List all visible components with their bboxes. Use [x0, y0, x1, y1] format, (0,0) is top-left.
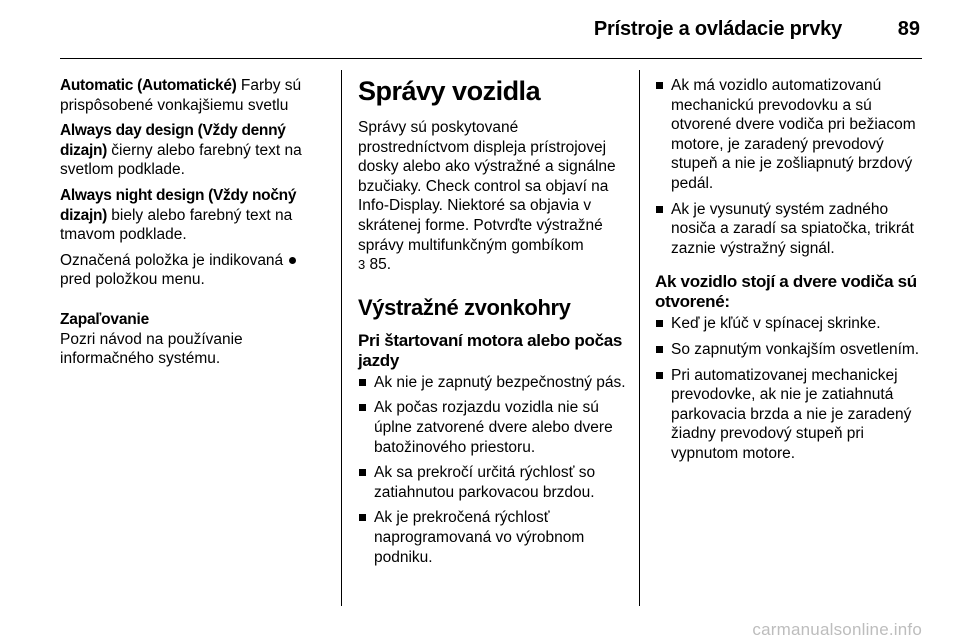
- marked-note-before: Označená položka je indikovaná: [60, 251, 288, 269]
- column-1: [60, 76, 325, 375]
- subheading-starting-or-driving: Pri štartovaní motora alebo počas jazdy: [358, 330, 623, 370]
- list-item: Ak sa prekročí určitá rýchlosť so zatiahnutou parkovacou brzdou.: [358, 463, 626, 502]
- header-divider: [60, 58, 922, 59]
- list-item: Pri automatizovanej mechanickej prevodovke, ak nie je zatiahnutá parkovacia brzda a nie je zaradený žiadny prevodový stupeň pri vypnutom motore.: [655, 366, 925, 464]
- list-item: Ak má vozidlo automatizovanú mechanickú prevodovku a sú otvorené dvere vodiča pri bežiacom motore, je zaradený prevodový stupeň a nie je zošliapnutý brzdový pedál.: [655, 76, 925, 194]
- ignition-heading: Zapaľovanie: [60, 310, 150, 328]
- desc-automatic: Farby sú prispôsobené vonkajšiemu svetlu: [60, 77, 302, 114]
- watermark: carmanualsonline.info: [752, 620, 922, 639]
- setting-night-design: [60, 186, 325, 245]
- column-divider-1: [341, 70, 342, 606]
- page-number: 89: [897, 18, 920, 40]
- marked-item-note: [60, 251, 325, 290]
- warning-chimes-list: [358, 373, 626, 567]
- term-automatic: Automatic (Automatické): [60, 77, 237, 94]
- intro-text: Správy sú poskytované prostredníctvom displeja prístrojovej dosky alebo ako výstražné a signálne bzučiaky. Check control sa objaví na Info-Display. Niektoré sa objavia v skrátenej forme. Potvrďte výstražné správy multifunkčným gombíkom: [358, 119, 616, 254]
- page-reference-icon: 3: [358, 257, 366, 273]
- vehicle-messages-intro: [358, 118, 626, 275]
- column-divider-2: [639, 70, 640, 606]
- desc-night-design: biely alebo farebný text na tmavom podklade.: [60, 206, 293, 244]
- column-2: [358, 76, 626, 573]
- term-day-design: Always day design (Vždy denný dizajn): [60, 122, 286, 159]
- column-3: [655, 76, 925, 470]
- parked-warnings-list: [655, 314, 925, 463]
- list-item: Ak nie je zapnutý bezpečnostný pás.: [358, 373, 626, 393]
- setting-automatic: [60, 76, 325, 115]
- subheading-vehicle-parked-door-open: Ak vozidlo stojí a dvere vodiča sú otvorené:: [655, 272, 917, 312]
- list-item: Ak je vysunutý systém zadného nosiča a zaradí sa spiatočka, trikrát zaznie výstražný signál.: [655, 200, 925, 259]
- term-night-design: Always night design (Vždy nočný dizajn): [60, 186, 297, 224]
- warning-chimes-list-continued: [655, 76, 925, 258]
- page-reference: 85.: [365, 256, 392, 274]
- marked-note-after: pred položkou menu.: [60, 271, 205, 289]
- section-heading-vehicle-messages: Správy vozidla: [358, 76, 541, 106]
- list-item: So zapnutým vonkajším osvetlením.: [655, 340, 925, 360]
- desc-day-design: čierny alebo farebný text na svetlom podklade.: [60, 141, 302, 179]
- page-title: Prístroje a ovládacie prvky: [593, 18, 842, 40]
- list-item: Ak je prekročená rýchlosť naprogramovaná vo výrobnom podniku.: [358, 508, 626, 567]
- list-item: Ak počas rozjazdu vozidla nie sú úplne zatvorené dvere alebo dvere batožinového priestoru.: [358, 398, 626, 457]
- list-item: Keď je kľúč v spínacej skrinke.: [655, 314, 925, 334]
- section-heading-warning-chimes: Výstražné zvonkohry: [358, 294, 571, 320]
- filled-circle-icon: [289, 257, 296, 264]
- setting-day-design: [60, 121, 325, 180]
- page-header: [0, 0, 960, 62]
- ignition-text: Pozri návod na používanie informačného systému.: [60, 330, 243, 368]
